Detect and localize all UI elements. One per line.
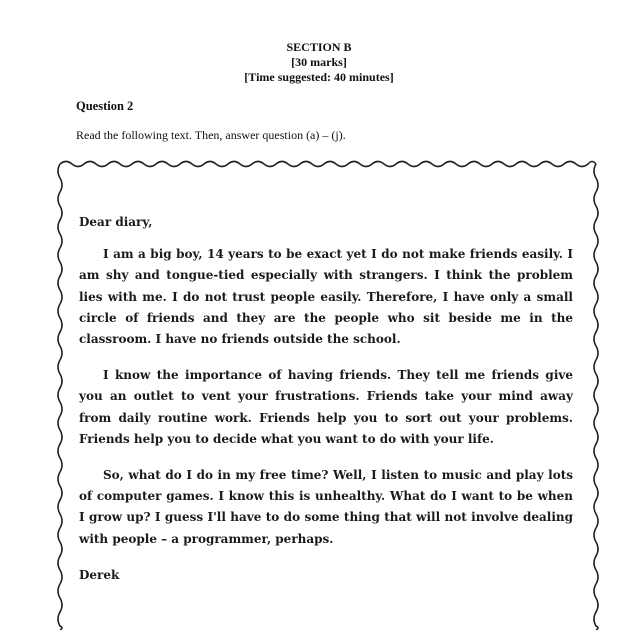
diary-signature: Derek bbox=[79, 567, 120, 582]
diary-entry bbox=[79, 212, 573, 586]
diary-paragraph-2: I know the importance of having friends. They tell me friends give you an outlet to vent your frustrations. Friends take your mind away from daily routine work. Friends help you to sort out your problems. Friends help you to decide what you want to do with your life. bbox=[79, 368, 573, 446]
diary-paragraph-1: I am a big boy, 14 years to be exact yet I do not make friends easily. I am shy and tongue-tied especially with strangers. I think the problem lies with me. I do not trust people easily. Therefore, I have only a small circle of friends and they are the people who sit beside me in the classroom. I have no friends outside the school. bbox=[79, 247, 573, 347]
question-title: Question 2 bbox=[76, 99, 134, 113]
time-suggested: [Time suggested: 40 minutes] bbox=[244, 70, 394, 84]
diary-paragraph-3: So, what do I do in my free time? Well, I listen to music and play lots of computer games. I know this is unhealthy. What do I want to be when I grow up? I guess I'll have to do some thing that will not involve dealing with people – a programmer, perhaps. bbox=[79, 468, 573, 546]
wavy-border-top bbox=[60, 162, 596, 167]
question-instruction: Read the following text. Then, answer question (a) – (j). bbox=[76, 128, 346, 142]
diary-salutation: Dear diary, bbox=[79, 215, 153, 229]
wavy-border-right bbox=[594, 164, 598, 630]
wavy-border-left bbox=[58, 164, 62, 630]
section-title: SECTION B bbox=[286, 40, 352, 54]
section-marks: [30 marks] bbox=[291, 55, 347, 69]
